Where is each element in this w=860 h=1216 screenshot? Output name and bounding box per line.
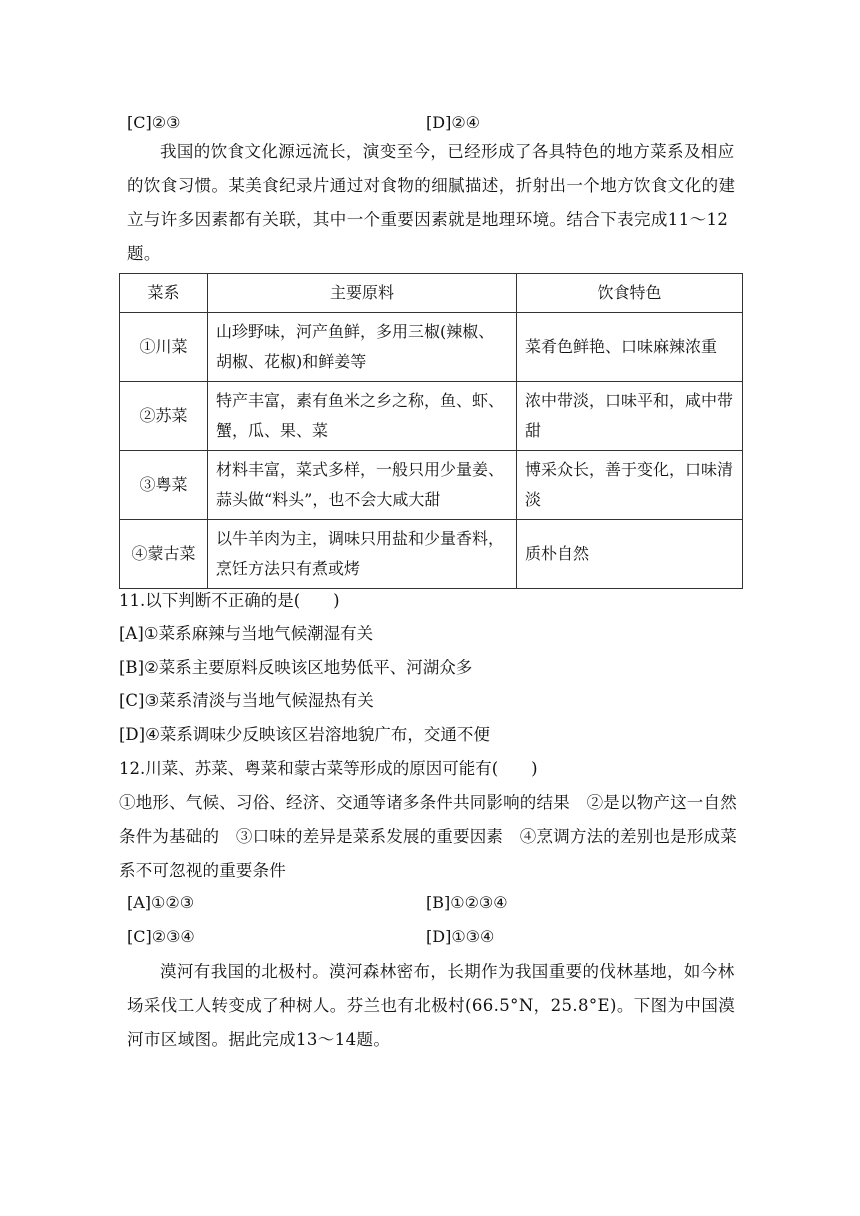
- q12-option-a: [A]①②③: [127, 893, 195, 912]
- cell-features: 浓中带淡，口味平和，咸中带甜: [517, 382, 743, 451]
- q11-option-b: [B]②菜系主要原料反映该区地势低平、河湖众多: [119, 658, 473, 677]
- table-header-row: [120, 274, 743, 313]
- q12-stem: 12.川菜、苏菜、粤菜和蒙古菜等形成的原因可能有( ): [119, 759, 538, 778]
- intro-paragraph: [127, 135, 739, 271]
- header-features: 饮食特色: [517, 274, 743, 313]
- cell-cuisine: ④蒙古菜: [120, 520, 208, 589]
- q12-option-b: [B]①②③④: [426, 893, 508, 912]
- table-row: [120, 313, 743, 382]
- header-materials: 主要原料: [208, 274, 517, 313]
- top-option-d: [D]②④: [426, 113, 480, 132]
- cell-features: 质朴自然: [517, 520, 743, 589]
- top-option-c: [C]②③: [127, 113, 181, 132]
- q11-option-a: [A]①菜系麻辣与当地气候潮湿有关: [119, 624, 374, 643]
- intro-text: 我国的饮食文化源远流长，演变至今，已经形成了各具特色的地方菜系及相应的饮食习惯。某美食纪录片通过对食物的细腻描述，折射出一个地方饮食文化的建立与许多因素都有关联，其中一个重要因素就是地理环境。结合下表完成11～12题。: [127, 142, 736, 263]
- q12-option-d: [D]①③④: [426, 927, 495, 946]
- header-cuisine: 菜系: [120, 274, 208, 313]
- table-row: [120, 382, 743, 451]
- cell-materials: 山珍野味，河产鱼鲜，多用三椒(辣椒、胡椒、花椒)和鲜姜等: [208, 313, 517, 382]
- q12-option-c: [C]②③④: [127, 927, 195, 946]
- cell-cuisine: ③粤菜: [120, 451, 208, 520]
- cell-features: 博采众长，善于变化，口味清淡: [517, 451, 743, 520]
- mohe-text: 漠河有我国的北极村。漠河森林密布，长期作为我国重要的伐林基地，如今林场采伐工人转变成了种树人。芬兰也有北极村(66.5°N，25.8°E)。下图为中国漠河市区域图。据此完成13～14题。: [127, 962, 736, 1049]
- table-row: [120, 451, 743, 520]
- q12-body: ①地形、气候、习俗、经济、交通等诸多条件共同影响的结果 ②是以物产这一自然条件为基础的 ③口味的差异是菜系发展的重要因素 ④烹调方法的差别也是形成菜系不可忽视的重要条件: [119, 793, 737, 880]
- cuisine-table: [119, 273, 743, 589]
- mohe-paragraph: [127, 955, 739, 1057]
- table-row: [120, 520, 743, 589]
- q11-option-d: [D]④菜系调味少反映该区岩溶地貌广布，交通不便: [119, 725, 490, 744]
- q11-stem: 11.以下判断不正确的是( ): [119, 591, 340, 610]
- cell-materials: 以牛羊肉为主，调味只用盐和少量香料，烹饪方法只有煮或烤: [208, 520, 517, 589]
- cell-materials: 材料丰富，菜式多样，一般只用少量姜、蒜头做“料头”，也不会大咸大甜: [208, 451, 517, 520]
- cell-features: 菜肴色鲜艳、口味麻辣浓重: [517, 313, 743, 382]
- cell-cuisine: ②苏菜: [120, 382, 208, 451]
- q11-option-c: [C]③菜系清淡与当地气候湿热有关: [119, 691, 374, 710]
- cell-cuisine: ①川菜: [120, 313, 208, 382]
- cell-materials: 特产丰富，素有鱼米之乡之称，鱼、虾、蟹，瓜、果、菜: [208, 382, 517, 451]
